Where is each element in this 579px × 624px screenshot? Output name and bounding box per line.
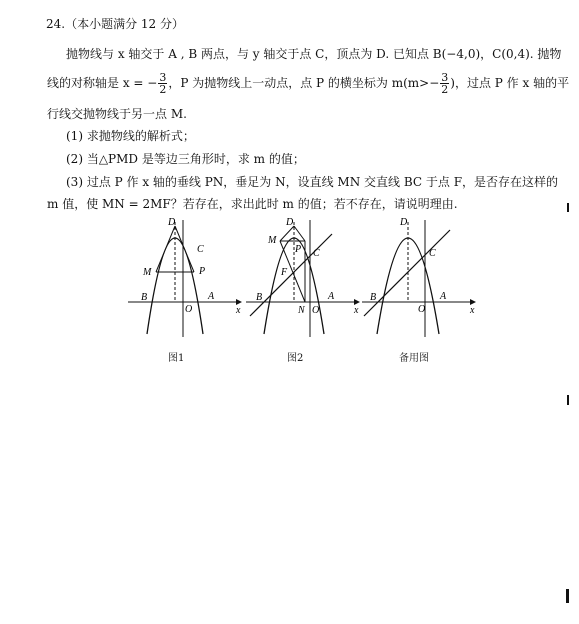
problem-line-2-b: ，P 为抛物线上一动点，点 P 的横坐标为 m(m>− xyxy=(168,76,440,90)
scan-mark-1 xyxy=(567,203,569,212)
fig2-label-n: N xyxy=(298,305,305,316)
fig2-label-f: F xyxy=(281,267,288,278)
fig2-label-a: A xyxy=(328,291,335,302)
problem-header: 24.（本小题满分 12 分） xyxy=(46,17,184,31)
fig2-label-x: x xyxy=(354,305,359,316)
figure-2 xyxy=(244,212,364,342)
fig2-label-d: D xyxy=(286,217,294,228)
fraction-1: $\frac{3}{2}$ xyxy=(159,71,167,96)
problem-line-1: 抛物线与 x 轴交于 A , B 两点，与 y 轴交于点 C，顶点为 D. 已知点 B(−4,0)，C(0,4). 抛物 xyxy=(66,47,562,61)
problem-line-3: 行线交抛物线于另一点 M. xyxy=(47,107,187,121)
scan-mark-3 xyxy=(566,589,569,603)
figure-2-caption: 图2 xyxy=(287,353,304,364)
question-3-line-2: m 值，使 MN = 2MF？若存在，求出此时 m 的值；若不存在，请说明理由. xyxy=(47,197,458,211)
fig3-line-bc xyxy=(364,230,450,316)
scan-mark-2 xyxy=(567,395,569,405)
fig1-label-x: x xyxy=(236,305,241,316)
fig3-label-b: B xyxy=(370,292,377,303)
fig1-segment-dm xyxy=(156,226,175,272)
question-3-line-1: (3) 过点 P 作 x 轴的垂线 PN，垂足为 N，设直线 MN 交直线 BC 于点 F，是否存在这样的 xyxy=(66,175,559,189)
fig1-label-p: P xyxy=(199,266,206,277)
fig2-label-c: C xyxy=(313,248,320,259)
fig1-label-c: C xyxy=(197,244,204,255)
problem-line-2 xyxy=(47,68,569,98)
fig3-label-o: O xyxy=(418,304,426,315)
fig1-label-d: D xyxy=(168,217,176,228)
fig2-label-m: M xyxy=(268,235,277,246)
fig1-label-a: A xyxy=(208,291,215,302)
fig3-label-a: A xyxy=(440,291,447,302)
fig1-label-o: O xyxy=(185,304,193,315)
fig2-line-bc xyxy=(250,234,332,316)
figure-1-caption: 图1 xyxy=(168,353,185,364)
fig1-label-m: M xyxy=(143,267,152,278)
fig1-segment-dp xyxy=(175,226,194,272)
fig2-label-o: O xyxy=(312,305,320,316)
question-2: (2) 当△PMD 是等边三角形时，求 m 的值； xyxy=(66,152,305,166)
figure-1 xyxy=(126,212,246,342)
problem-line-2-c: )，过点 P 作 x 轴的平 xyxy=(450,76,570,90)
fig3-label-x: x xyxy=(470,305,475,316)
problem-line-2-a: 线的对称轴是 x = − xyxy=(47,76,158,90)
fig2-label-p: P xyxy=(295,244,302,255)
fraction-2: $\frac{3}{2}$ xyxy=(441,71,449,96)
fig1-label-b: B xyxy=(141,292,148,303)
figure-3 xyxy=(360,212,480,342)
fig3-label-d: D xyxy=(400,217,408,228)
question-1: (1) 求抛物线的解析式； xyxy=(66,129,195,143)
fig2-label-b: B xyxy=(256,292,263,303)
figure-3-caption: 备用图 xyxy=(399,353,429,364)
fig3-label-c: C xyxy=(429,248,436,259)
